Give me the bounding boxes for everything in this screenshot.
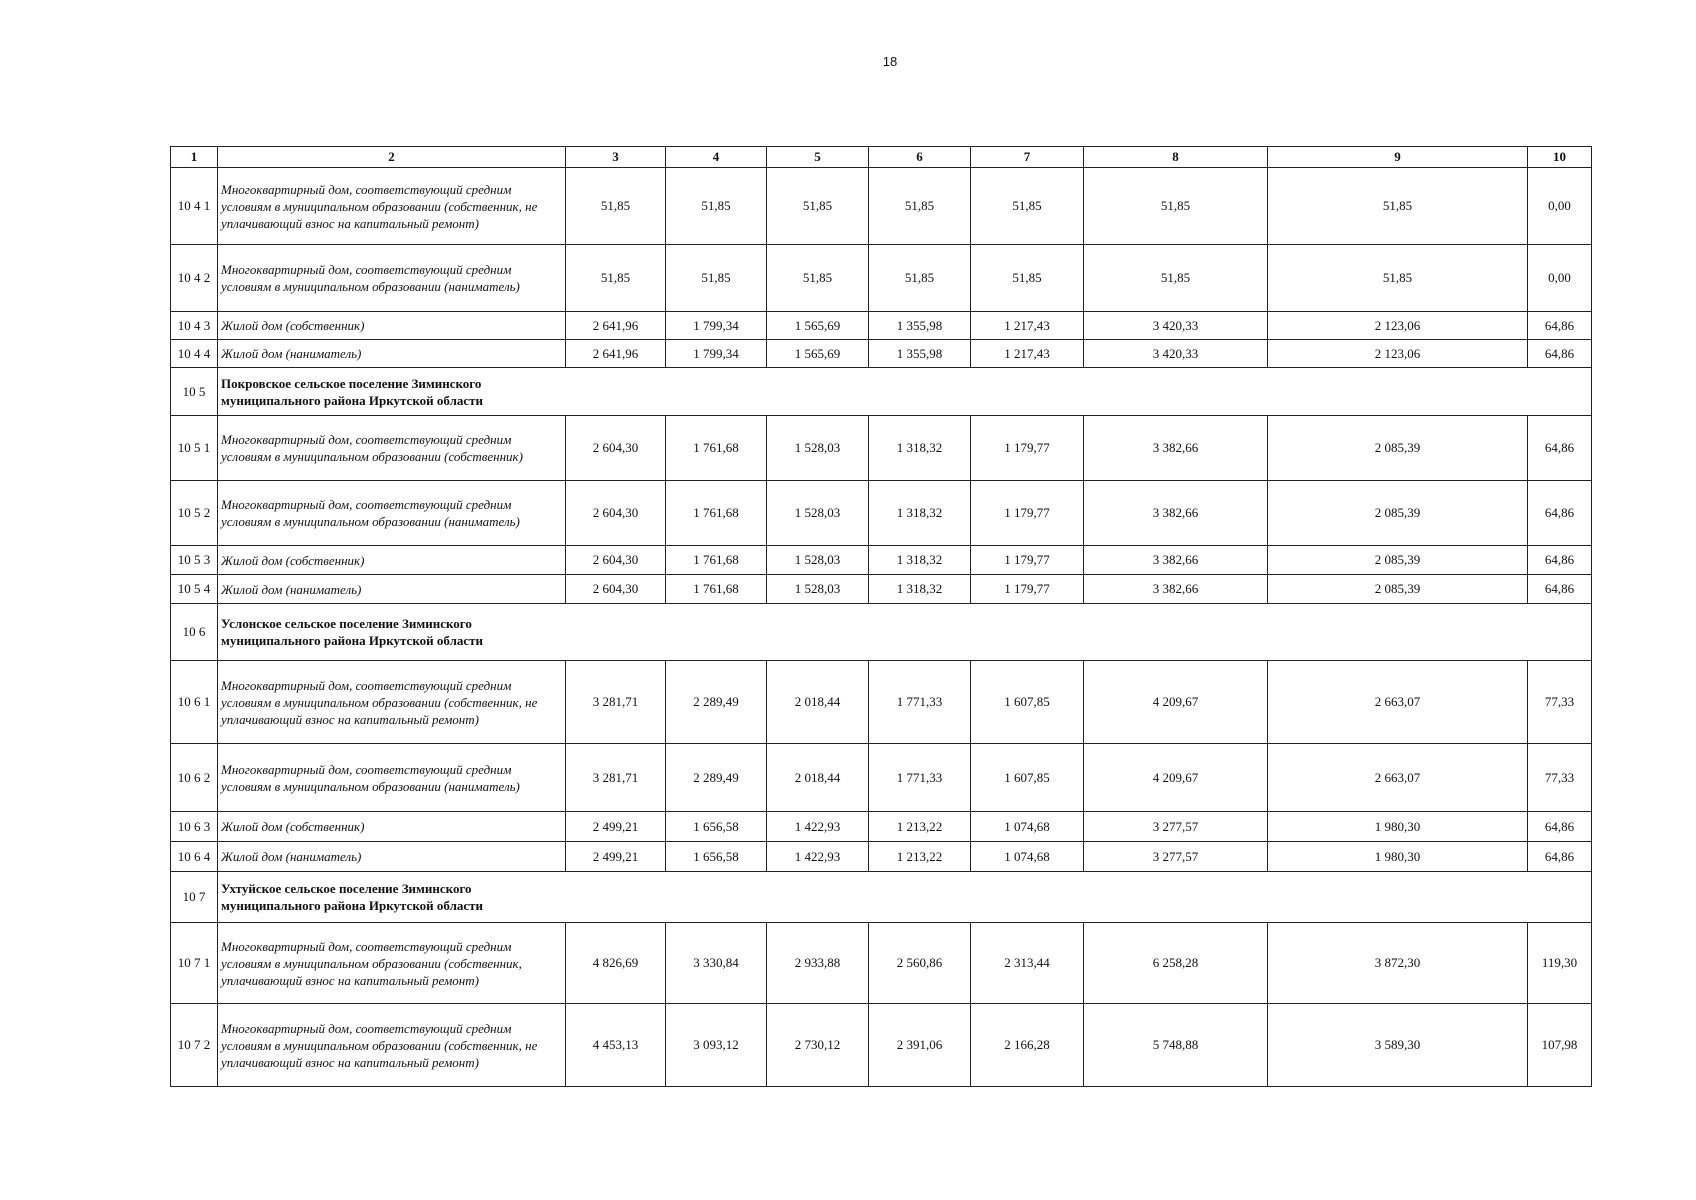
value-col-7: 1 179,77 xyxy=(971,481,1084,546)
value-col-4: 1 799,34 xyxy=(666,340,767,368)
value-col-10: 77,33 xyxy=(1528,744,1592,812)
value-col-5: 1 422,93 xyxy=(767,812,869,842)
section-row xyxy=(171,368,1592,416)
value-col-8: 4 209,67 xyxy=(1084,744,1268,812)
row-code: 10 5 4 xyxy=(171,575,218,604)
table-row xyxy=(171,416,1592,481)
value-col-4: 1 761,68 xyxy=(666,546,767,575)
row-description: Жилой дом (собственник) xyxy=(218,812,566,842)
value-col-9: 51,85 xyxy=(1268,168,1528,245)
value-col-7: 1 074,68 xyxy=(971,812,1084,842)
row-description: Жилой дом (собственник) xyxy=(218,546,566,575)
value-col-9: 3 872,30 xyxy=(1268,923,1528,1004)
value-col-8: 6 258,28 xyxy=(1084,923,1268,1004)
value-col-10: 119,30 xyxy=(1528,923,1592,1004)
value-col-6: 1 318,32 xyxy=(869,575,971,604)
row-description: Многоквартирный дом, соответствующий средним условиям в муниципальном образовании (собственник, не уплачивающий взнос на капитальный ремонт) xyxy=(218,661,566,744)
row-code: 10 6 1 xyxy=(171,661,218,744)
value-col-10: 107,98 xyxy=(1528,1004,1592,1087)
table-row xyxy=(171,923,1592,1004)
table-row xyxy=(171,1004,1592,1087)
row-code: 10 7 1 xyxy=(171,923,218,1004)
table-row xyxy=(171,575,1592,604)
value-col-5: 2 018,44 xyxy=(767,744,869,812)
row-code: 10 7 xyxy=(171,872,218,923)
value-col-4: 51,85 xyxy=(666,245,767,312)
value-col-6: 1 318,32 xyxy=(869,416,971,481)
value-col-8: 3 382,66 xyxy=(1084,481,1268,546)
value-col-10: 0,00 xyxy=(1528,245,1592,312)
value-col-7: 1 179,77 xyxy=(971,546,1084,575)
header-row xyxy=(171,147,1592,168)
value-col-4: 1 761,68 xyxy=(666,416,767,481)
column-header-2: 2 xyxy=(218,147,566,168)
table-row xyxy=(171,481,1592,546)
value-col-3: 2 499,21 xyxy=(566,812,666,842)
value-col-7: 1 179,77 xyxy=(971,416,1084,481)
value-col-9: 2 663,07 xyxy=(1268,661,1528,744)
value-col-9: 2 123,06 xyxy=(1268,312,1528,340)
value-col-5: 2 018,44 xyxy=(767,661,869,744)
column-header-4: 4 xyxy=(666,147,767,168)
row-code: 10 5 xyxy=(171,368,218,416)
table-row xyxy=(171,168,1592,245)
value-col-3: 2 604,30 xyxy=(566,546,666,575)
row-code: 10 6 4 xyxy=(171,842,218,872)
value-col-7: 1 217,43 xyxy=(971,340,1084,368)
row-description: Многоквартирный дом, соответствующий средним условиям в муниципальном образовании (наниматель) xyxy=(218,245,566,312)
value-col-8: 3 382,66 xyxy=(1084,416,1268,481)
value-col-3: 2 499,21 xyxy=(566,842,666,872)
value-col-4: 1 656,58 xyxy=(666,842,767,872)
value-col-4: 1 656,58 xyxy=(666,812,767,842)
value-col-6: 1 213,22 xyxy=(869,812,971,842)
column-header-9: 9 xyxy=(1268,147,1528,168)
value-col-8: 3 420,33 xyxy=(1084,340,1268,368)
row-description: Многоквартирный дом, соответствующий средним условиям в муниципальном образовании (собственник, уплачивающий взнос на капитальный ремонт) xyxy=(218,923,566,1004)
row-description: Многоквартирный дом, соответствующий средним условиям в муниципальном образовании (собственник, не уплачивающий взнос на капитальный ремонт) xyxy=(218,1004,566,1087)
value-col-7: 51,85 xyxy=(971,245,1084,312)
value-col-4: 51,85 xyxy=(666,168,767,245)
value-col-6: 1 771,33 xyxy=(869,744,971,812)
value-col-7: 51,85 xyxy=(971,168,1084,245)
row-code: 10 6 xyxy=(171,604,218,661)
value-col-10: 64,86 xyxy=(1528,416,1592,481)
row-description: Жилой дом (наниматель) xyxy=(218,340,566,368)
value-col-3: 2 641,96 xyxy=(566,340,666,368)
value-col-6: 1 318,32 xyxy=(869,481,971,546)
value-col-3: 2 604,30 xyxy=(566,575,666,604)
value-col-9: 1 980,30 xyxy=(1268,842,1528,872)
value-col-5: 51,85 xyxy=(767,168,869,245)
value-col-10: 64,86 xyxy=(1528,575,1592,604)
row-code: 10 5 1 xyxy=(171,416,218,481)
value-col-3: 51,85 xyxy=(566,168,666,245)
table-row xyxy=(171,245,1592,312)
value-col-5: 2 933,88 xyxy=(767,923,869,1004)
column-header-10: 10 xyxy=(1528,147,1592,168)
value-col-4: 2 289,49 xyxy=(666,744,767,812)
row-description: Многоквартирный дом, соответствующий средним условиям в муниципальном образовании (собственник, не уплачивающий взнос на капитальный ремонт) xyxy=(218,168,566,245)
value-col-10: 64,86 xyxy=(1528,312,1592,340)
row-description: Жилой дом (наниматель) xyxy=(218,842,566,872)
value-col-9: 2 085,39 xyxy=(1268,481,1528,546)
section-row xyxy=(171,604,1592,661)
value-col-4: 1 799,34 xyxy=(666,312,767,340)
value-col-3: 2 604,30 xyxy=(566,416,666,481)
value-col-4: 1 761,68 xyxy=(666,575,767,604)
value-col-8: 3 382,66 xyxy=(1084,575,1268,604)
value-col-7: 2 313,44 xyxy=(971,923,1084,1004)
value-col-4: 3 093,12 xyxy=(666,1004,767,1087)
table-row xyxy=(171,744,1592,812)
value-col-5: 1 422,93 xyxy=(767,842,869,872)
section-row xyxy=(171,872,1592,923)
value-col-3: 4 453,13 xyxy=(566,1004,666,1087)
value-col-7: 1 074,68 xyxy=(971,842,1084,872)
table-row xyxy=(171,546,1592,575)
value-col-7: 1 179,77 xyxy=(971,575,1084,604)
table-row xyxy=(171,340,1592,368)
value-col-8: 3 277,57 xyxy=(1084,842,1268,872)
table-row xyxy=(171,842,1592,872)
value-col-5: 1 565,69 xyxy=(767,340,869,368)
value-col-10: 64,86 xyxy=(1528,340,1592,368)
value-col-8: 3 277,57 xyxy=(1084,812,1268,842)
value-col-6: 2 391,06 xyxy=(869,1004,971,1087)
row-code: 10 5 2 xyxy=(171,481,218,546)
value-col-9: 2 085,39 xyxy=(1268,546,1528,575)
value-col-5: 1 528,03 xyxy=(767,416,869,481)
row-description: Жилой дом (собственник) xyxy=(218,312,566,340)
row-description: Многоквартирный дом, соответствующий средним условиям в муниципальном образовании (наниматель) xyxy=(218,481,566,546)
value-col-5: 1 528,03 xyxy=(767,575,869,604)
column-header-7: 7 xyxy=(971,147,1084,168)
value-col-6: 1 355,98 xyxy=(869,312,971,340)
table-row xyxy=(171,812,1592,842)
value-col-8: 3 420,33 xyxy=(1084,312,1268,340)
value-col-7: 2 166,28 xyxy=(971,1004,1084,1087)
value-col-9: 2 123,06 xyxy=(1268,340,1528,368)
table-row xyxy=(171,661,1592,744)
value-col-5: 1 528,03 xyxy=(767,546,869,575)
value-col-6: 1 213,22 xyxy=(869,842,971,872)
value-col-5: 51,85 xyxy=(767,245,869,312)
value-col-9: 2 085,39 xyxy=(1268,575,1528,604)
value-col-10: 64,86 xyxy=(1528,481,1592,546)
value-col-5: 1 528,03 xyxy=(767,481,869,546)
value-col-4: 2 289,49 xyxy=(666,661,767,744)
value-col-10: 0,00 xyxy=(1528,168,1592,245)
value-col-9: 51,85 xyxy=(1268,245,1528,312)
column-header-6: 6 xyxy=(869,147,971,168)
row-code: 10 4 3 xyxy=(171,312,218,340)
row-code: 10 6 2 xyxy=(171,744,218,812)
column-header-8: 8 xyxy=(1084,147,1268,168)
value-col-10: 64,86 xyxy=(1528,842,1592,872)
value-col-9: 1 980,30 xyxy=(1268,812,1528,842)
row-description: Жилой дом (наниматель) xyxy=(218,575,566,604)
value-col-6: 2 560,86 xyxy=(869,923,971,1004)
value-col-6: 1 318,32 xyxy=(869,546,971,575)
value-col-4: 1 761,68 xyxy=(666,481,767,546)
tariff-table xyxy=(170,146,1592,1087)
value-col-3: 3 281,71 xyxy=(566,661,666,744)
row-code: 10 5 3 xyxy=(171,546,218,575)
column-header-3: 3 xyxy=(566,147,666,168)
value-col-9: 3 589,30 xyxy=(1268,1004,1528,1087)
row-code: 10 4 4 xyxy=(171,340,218,368)
value-col-3: 3 281,71 xyxy=(566,744,666,812)
value-col-3: 51,85 xyxy=(566,245,666,312)
row-code: 10 4 2 xyxy=(171,245,218,312)
value-col-3: 2 604,30 xyxy=(566,481,666,546)
value-col-7: 1 217,43 xyxy=(971,312,1084,340)
row-description: Многоквартирный дом, соответствующий средним условиям в муниципальном образовании (собственник) xyxy=(218,416,566,481)
page-number: 18 xyxy=(882,54,898,69)
value-col-6: 1 771,33 xyxy=(869,661,971,744)
value-col-10: 77,33 xyxy=(1528,661,1592,744)
value-col-8: 51,85 xyxy=(1084,245,1268,312)
row-description: Многоквартирный дом, соответствующий средним условиям в муниципальном образовании (наниматель) xyxy=(218,744,566,812)
value-col-9: 2 663,07 xyxy=(1268,744,1528,812)
value-col-7: 1 607,85 xyxy=(971,661,1084,744)
row-code: 10 7 2 xyxy=(171,1004,218,1087)
value-col-10: 64,86 xyxy=(1528,812,1592,842)
value-col-6: 51,85 xyxy=(869,168,971,245)
value-col-8: 51,85 xyxy=(1084,168,1268,245)
value-col-8: 3 382,66 xyxy=(1084,546,1268,575)
value-col-10: 64,86 xyxy=(1528,546,1592,575)
value-col-3: 4 826,69 xyxy=(566,923,666,1004)
table-row xyxy=(171,312,1592,340)
value-col-7: 1 607,85 xyxy=(971,744,1084,812)
column-header-1: 1 xyxy=(171,147,218,168)
value-col-5: 1 565,69 xyxy=(767,312,869,340)
value-col-4: 3 330,84 xyxy=(666,923,767,1004)
value-col-3: 2 641,96 xyxy=(566,312,666,340)
value-col-5: 2 730,12 xyxy=(767,1004,869,1087)
value-col-6: 51,85 xyxy=(869,245,971,312)
value-col-6: 1 355,98 xyxy=(869,340,971,368)
value-col-9: 2 085,39 xyxy=(1268,416,1528,481)
row-code: 10 6 3 xyxy=(171,812,218,842)
row-code: 10 4 1 xyxy=(171,168,218,245)
value-col-8: 5 748,88 xyxy=(1084,1004,1268,1087)
section-title: Услонское сельское поселение Зиминского муниципального района Иркутской области xyxy=(218,604,1592,661)
value-col-8: 4 209,67 xyxy=(1084,661,1268,744)
section-title: Ухтуйское сельское поселение Зиминского муниципального района Иркутской области xyxy=(218,872,1592,923)
section-title: Покровское сельское поселение Зиминского муниципального района Иркутской области xyxy=(218,368,1592,416)
column-header-5: 5 xyxy=(767,147,869,168)
